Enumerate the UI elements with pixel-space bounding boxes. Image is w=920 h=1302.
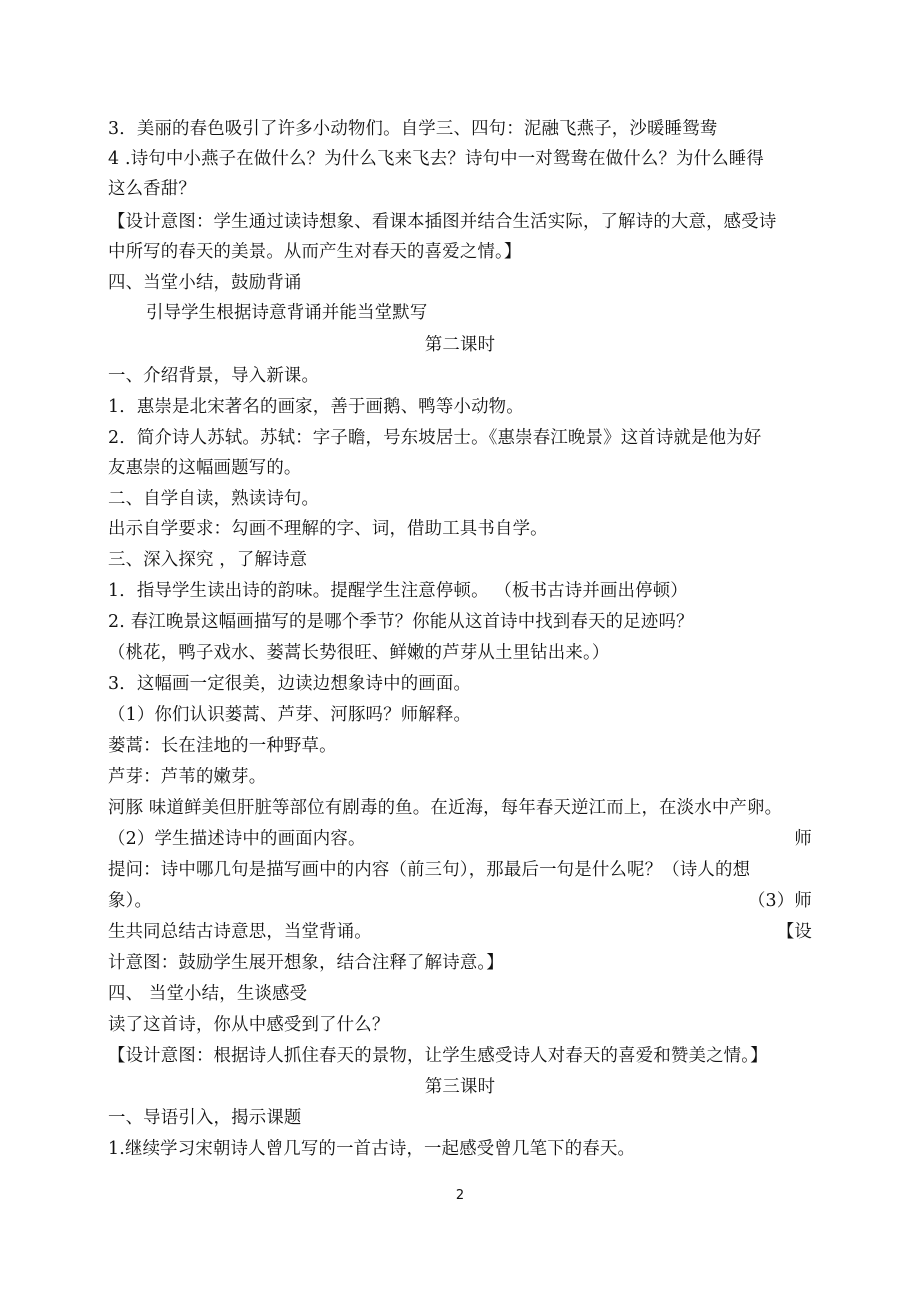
text-line: 这么香甜？ <box>108 179 196 199</box>
text-line: 芦芽：芦苇的嫩芽。 <box>108 767 267 787</box>
text-line: 河豚 味道鲜美但肝脏等部位有剧毒的鱼。在近海，每年春天逆江而上，在淡水中产卵。 <box>108 798 783 818</box>
page-number: 2 <box>455 1188 465 1203</box>
lesson-title: 第三课时 <box>424 1077 496 1097</box>
text-line: 出示自学要求：勾画不理解的字、词，借助工具书自学。 <box>108 519 548 539</box>
text-line-right: 师 <box>794 829 812 849</box>
text-line: （桃花，鸭子戏水、蒌蒿长势很旺、鲜嫩的芦芽从土里钻出来。） <box>108 643 610 663</box>
section-heading: 四、当堂小结，鼓励背诵 <box>108 273 302 293</box>
text-line: 1.继续学习宋朝诗人曾几写的一首古诗，一起感受曾几笔下的春天。 <box>108 1139 636 1159</box>
section-heading: 一、导语引入，揭示课题 <box>108 1108 302 1128</box>
text-line: 3．这幅画一定很美，边读边想象诗中的画面。 <box>108 674 472 694</box>
design-intent-line: 【设计意图：根据诗人抓住春天的景物，让学生感受诗人对春天的喜爱和赞美之情。】 <box>108 1046 768 1066</box>
text-line: 蒌蒿：长在洼地的一种野草。 <box>108 736 337 756</box>
text-line: 2. 春江晚景这幅画描写的是哪个季节？你能从这首诗中找到春天的足迹吗？ <box>108 612 694 632</box>
text-line: 3．美丽的春色吸引了许多小动物们。自学三、四句：泥融飞燕子，沙暖睡鸳鸯 <box>108 119 718 139</box>
design-intent-line: 中所写的春天的美景。从而产生对春天的喜爱之情。】 <box>108 242 522 262</box>
section-heading: 四、 当堂小结，生谈感受 <box>108 984 308 1004</box>
text-line: 生共同总结古诗意思，当堂背诵。 <box>108 922 372 942</box>
text-line: 象）。 <box>108 891 153 911</box>
section-heading: 一、介绍背景，导入新课。 <box>108 366 320 386</box>
text-line: 提问：诗中哪几句是描写画中的内容（前三句），那最后一句是什么呢？（诗人的想 <box>108 860 751 880</box>
text-line: （1）你们认识蒌蒿、芦芽、河豚吗？师解释。 <box>108 705 472 725</box>
text-line: 4 .诗句中小燕子在做什么？为什么飞来飞去？诗句中一对鸳鸯在做什么？为什么睡得 <box>108 149 764 169</box>
text-line: 2．简介诗人苏轼。苏轼：字子瞻，号东坡居士。《惠崇春江晚景》这首诗就是他为好 <box>108 428 762 448</box>
section-heading: 三、深入探究 ，了解诗意 <box>108 550 308 570</box>
text-line-right: 【设 <box>776 922 812 942</box>
design-intent-line: 计意图：鼓励学生展开想象，结合注释了解诗意。】 <box>108 953 504 973</box>
text-line: 1．指导学生读出诗的韵味。提醒学生注意停顿。 （板书古诗并画出停顿） <box>108 581 688 601</box>
text-line: 读了这首诗，你从中感受到了什么？ <box>108 1015 390 1035</box>
section-heading: 二、自学自读，熟读诗句。 <box>108 489 320 509</box>
text-line: 友惠崇的这幅画题写的。 <box>108 458 302 478</box>
text-line-right: （3）师 <box>747 891 812 911</box>
text-line: 1．惠崇是北宋著名的画家，善于画鹅、鸭等小动物。 <box>108 397 524 417</box>
text-line: 引导学生根据诗意背诵并能当堂默写 <box>146 303 428 323</box>
lesson-title: 第二课时 <box>424 335 496 355</box>
text-line: （2）学生描述诗中的画面内容。 <box>108 829 366 849</box>
design-intent-line: 【设计意图：学生通过读诗想象、看课本插图并结合生活实际，了解诗的大意，感受诗 <box>108 212 777 232</box>
